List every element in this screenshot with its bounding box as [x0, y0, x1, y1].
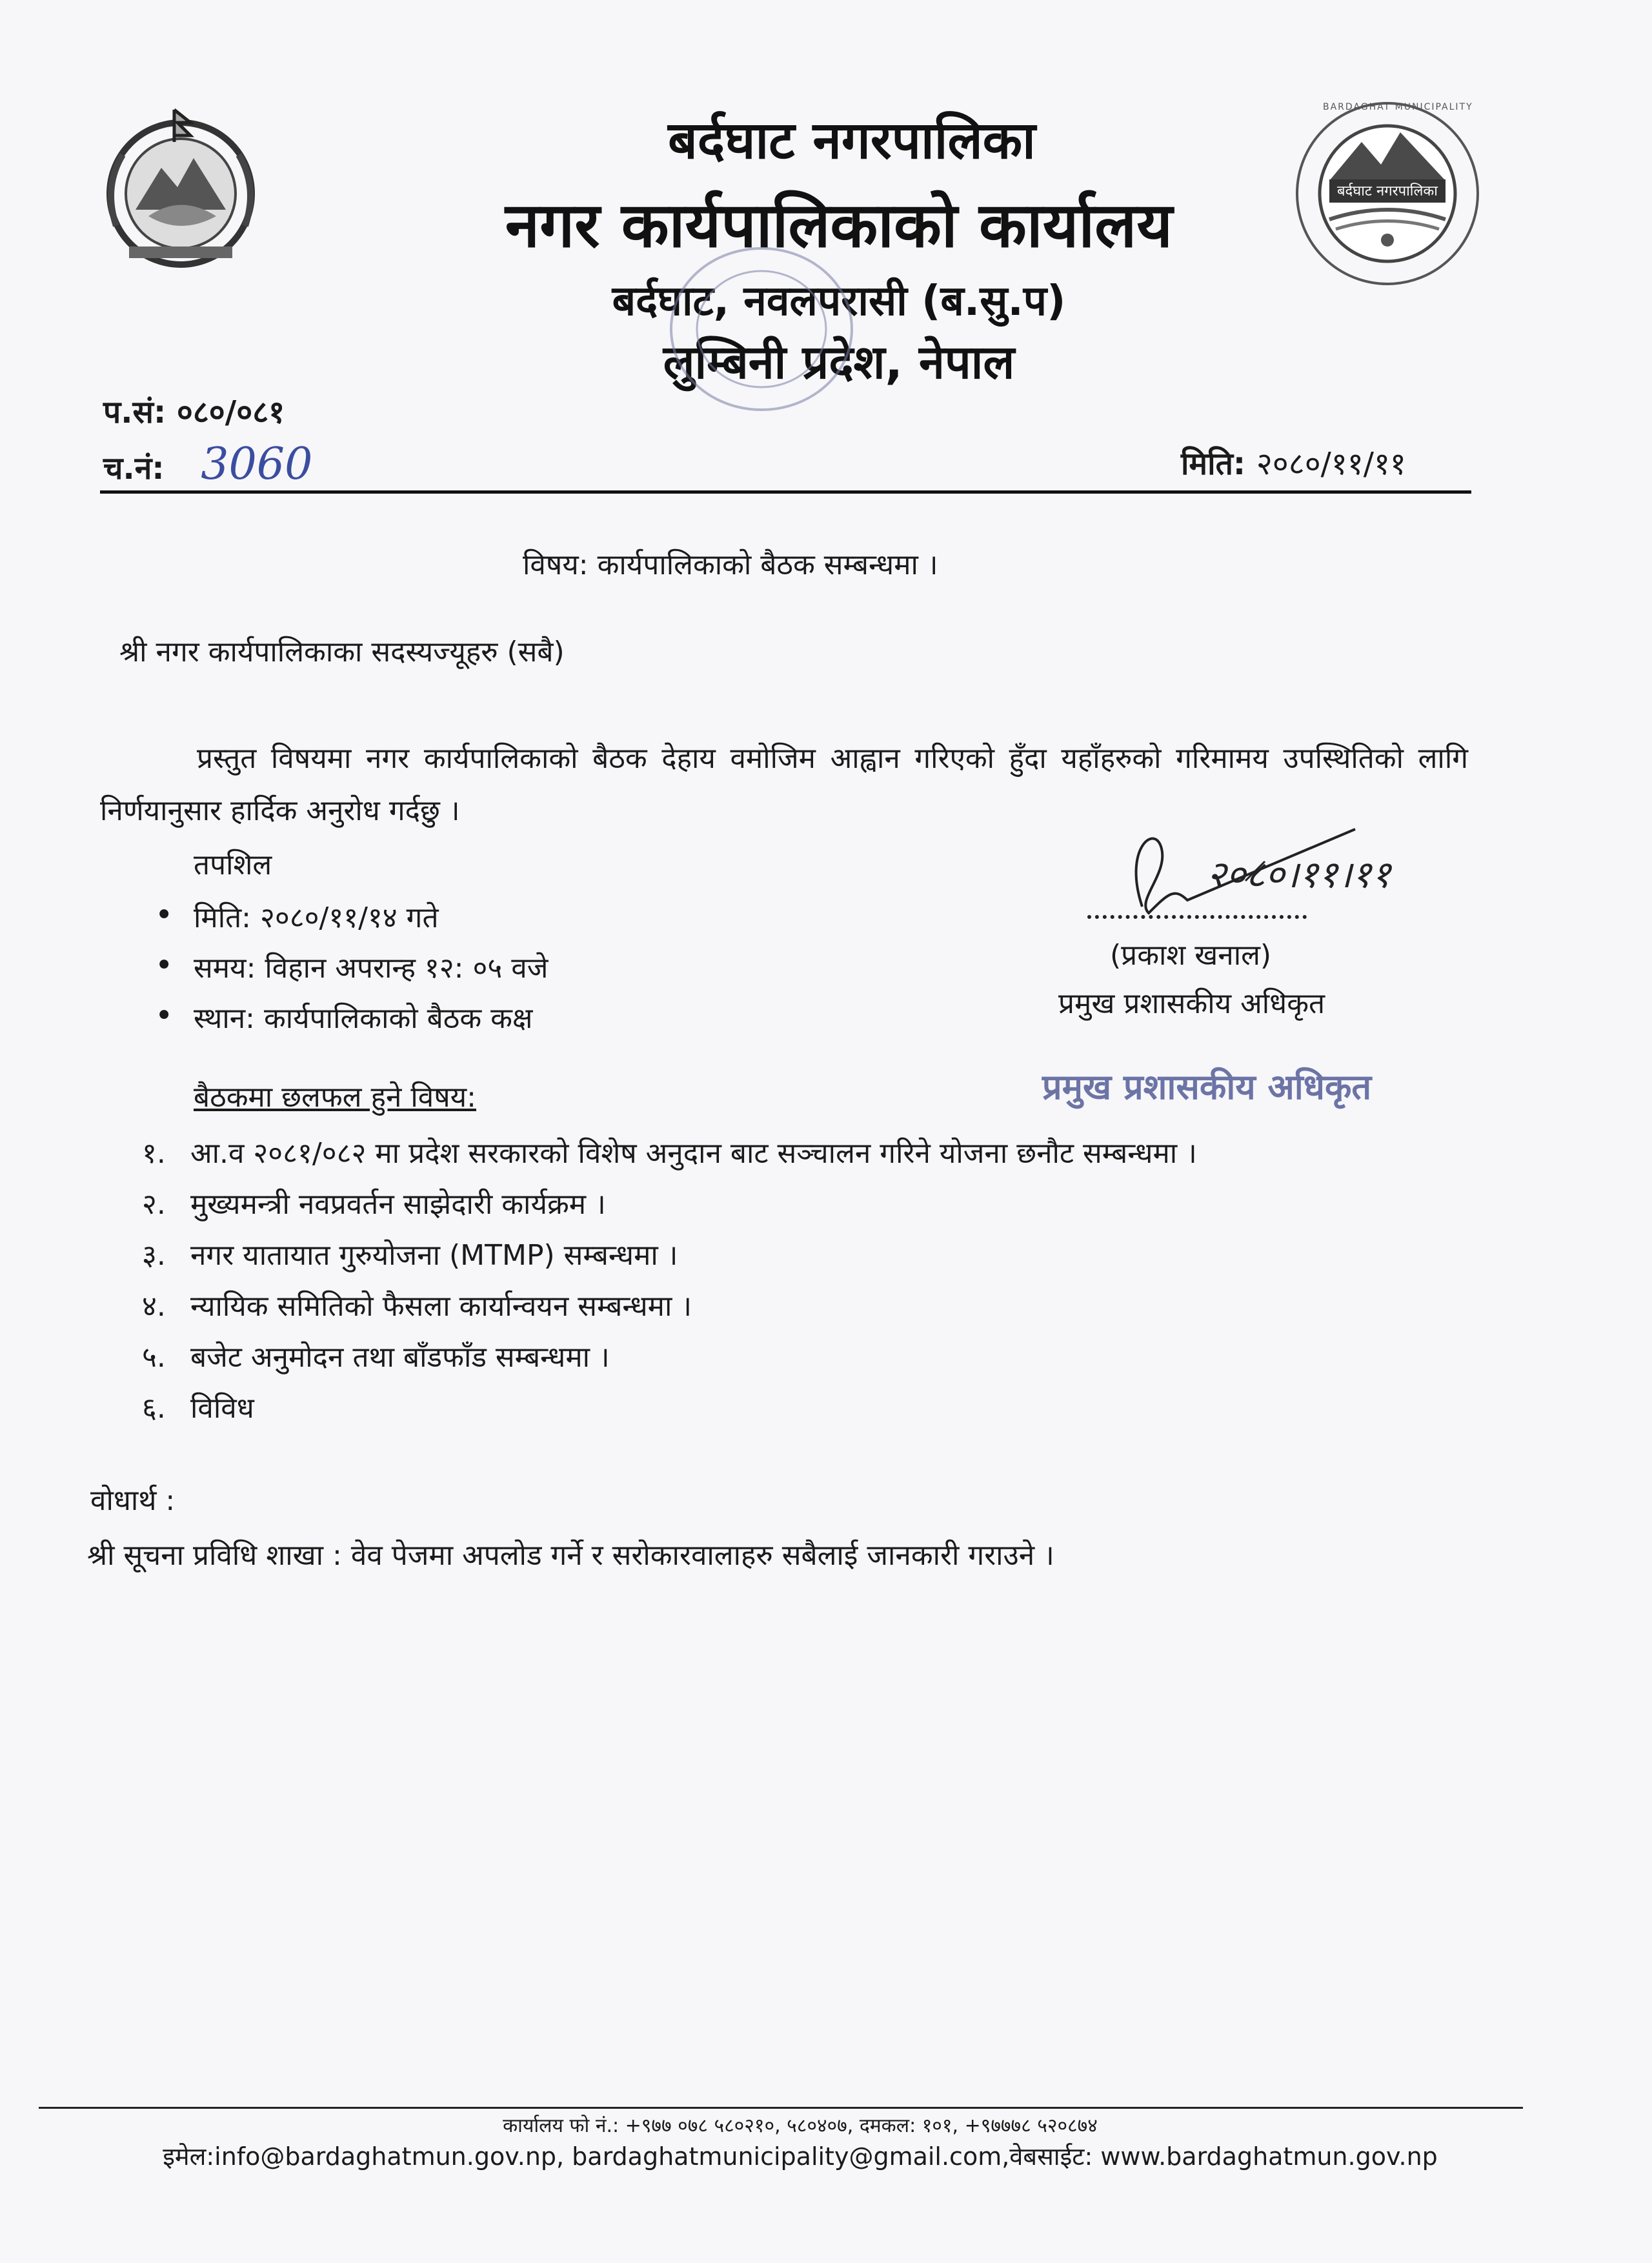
agenda-text: विविध	[190, 1392, 254, 1425]
agenda-item	[142, 1234, 1197, 1285]
agenda-number: ४.	[142, 1290, 166, 1323]
dispatch-number-value: 3060	[201, 439, 313, 490]
meeting-details	[155, 897, 548, 1048]
municipality-name: बर्दघाट नगरपालिका	[668, 110, 1036, 170]
agenda-number: ३.	[142, 1239, 166, 1272]
footer-phone: कार्यालय फो नं.: +९७७ ०७८ ५८०२१०, ५८०४०७, दमकल: १०१, +९७७७८ ५२०८७४	[503, 2115, 1098, 2137]
agenda-item	[142, 1183, 1197, 1234]
detail-item: • समय: विहान अपरान्ह १२: ०५ वजे	[155, 947, 548, 998]
municipality-logo-ring: BARDAGHAT MUNICIPALITY	[1323, 102, 1473, 112]
agenda-text: न्यायिक समितिको फैसला कार्यान्वयन सम्बन्धमा ।	[190, 1290, 692, 1323]
header-divider	[100, 490, 1471, 494]
agenda-text: आ.व २०८१/०८२ मा प्रदेश सरकारको विशेष अनुदान बाट सञ्चालन गरिने योजना छनौट सम्बन्धमा ।	[190, 1137, 1197, 1170]
footer-contact: इमेल:info@bardaghatmun.gov.np, bardaghatmunicipality@gmail.com,वेबसाईट: www.bardaghatmun.gov.np	[163, 2142, 1438, 2171]
cc-heading: वोधार्थ :	[90, 1484, 176, 1517]
dispatch-number	[103, 439, 312, 490]
handwritten-signature	[1084, 810, 1391, 932]
office-name: नगर कार्यपालिकाको कार्यालय	[505, 189, 1173, 261]
details-heading: तपशिल	[194, 849, 272, 881]
signature-date: २०८०।११।११	[1207, 852, 1391, 896]
municipality-logo-text: बर्दघाट नगरपालिका	[1336, 183, 1438, 199]
agenda-number: ६.	[142, 1392, 166, 1425]
office-address: बर्दघाट, नवलपरासी (ब.सु.प)	[612, 277, 1066, 325]
office-round-stamp	[658, 232, 865, 426]
agenda-number: १.	[142, 1137, 166, 1170]
agenda-item	[142, 1132, 1197, 1183]
agenda-heading: बैठकमा छलफल हुने विषय:	[194, 1081, 476, 1114]
signatory-title: प्रमुख प्रशासकीय अधिकृत	[1058, 987, 1325, 1020]
detail-item: • मिति: २०८०/११/१४ गते	[155, 897, 548, 947]
designation-stamp: प्रमुख प्रशासकीय अधिकृत	[1042, 1067, 1372, 1107]
agenda-item	[142, 1285, 1197, 1336]
letter-date-label: मिति:	[1181, 446, 1246, 482]
letter-recipient: श्री नगर कार्यपालिकाका सदस्यज्यूहरु (सबै)	[119, 636, 565, 669]
agenda-text: मुख्यमन्त्री नवप्रवर्तन साझेदारी कार्यक्रम ।	[190, 1188, 606, 1221]
agenda-item	[142, 1387, 1197, 1438]
signatory-name: (प्रकाश खनाल)	[1110, 939, 1272, 972]
agenda-list	[142, 1132, 1197, 1438]
letter-date-value: २०८०/११/११	[1256, 446, 1406, 482]
agenda-number: २.	[142, 1188, 166, 1221]
reference-number: प.सं: ०८०/०८१	[103, 394, 285, 430]
detail-item: • स्थान: कार्यपालिकाको बैठक कक्ष	[155, 998, 548, 1048]
dispatch-number-label: च.नं:	[103, 450, 165, 487]
letter-paragraph: प्रस्तुत विषयमा नगर कार्यपालिकाको बैठक देहाय वमोजिम आह्वान गरिएको हुँदा यहाँहरुको गरिमामय उपस्थितिको लागि निर्णयानुसार हार्दिक अनुरोध गर्दछु ।	[100, 742, 1468, 828]
agenda-text: बजेट अनुमोदन तथा बाँडफाँड सम्बन्धमा ।	[190, 1341, 610, 1374]
agenda-text: नगर यातायात गुरुयोजना (MTMP) सम्बन्धमा ।	[190, 1239, 678, 1272]
agenda-item	[142, 1336, 1197, 1387]
agenda-number: ५.	[142, 1341, 166, 1374]
province-country: लुम्बिनी प्रदेश, नेपाल	[663, 335, 1015, 389]
cc-info-line: श्री सूचना प्रविधि शाखा : वेव पेजमा अपलोड गर्ने र सरोकारवालाहरु सबैलाई जानकारी गराउने ।	[87, 1539, 1054, 1572]
letter-subject: विषय: कार्यपालिकाको बैठक सम्बन्धमा ।	[523, 548, 938, 581]
footer-divider	[39, 2107, 1523, 2109]
letter-date	[1181, 442, 1406, 484]
signature-line	[1087, 915, 1307, 919]
